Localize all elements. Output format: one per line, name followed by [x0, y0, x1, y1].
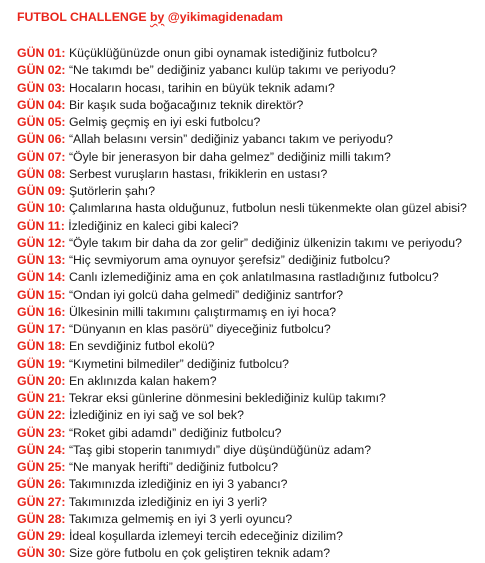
- question-text: Bir kaşık suda boğacağınız teknik direktör?: [68, 97, 304, 112]
- question-text: “Taş gibi stoperin tanımıydı” diye düşündüğünüz adam?: [68, 442, 372, 457]
- question-text: “Kıymetini bilmediler” dediğiniz futbolcu?: [68, 356, 290, 371]
- list-item: [17, 476, 477, 493]
- list-item: [17, 373, 477, 390]
- question-text: “Ondan iyi golcü daha gelmedi” dediğiniz santrfor?: [68, 287, 344, 302]
- question-text: Gelmiş geçmiş en iyi eski futbolcu?: [68, 115, 261, 129]
- list-item: [17, 338, 477, 355]
- day-label: GÜN 13:: [17, 253, 66, 267]
- question-text: “Öyle takım bir daha da zor gelir” dediğiniz ülkenizin takımı ve periyodu?: [68, 235, 462, 250]
- title-by: by: [149, 10, 165, 24]
- day-label: GÜN 29:: [17, 529, 66, 543]
- question-text: Ülkesinin milli takımını çalıştırmamış en iyi hoca?: [68, 304, 337, 319]
- day-label: GÜN 23:: [17, 425, 66, 440]
- day-label: GÜN 15:: [17, 287, 66, 302]
- list-item: [17, 494, 477, 511]
- question-text: İzlediğiniz en kaleci gibi kaleci?: [68, 218, 239, 233]
- list-item: [17, 97, 477, 114]
- list-item: [17, 131, 477, 148]
- list-item: [17, 442, 477, 459]
- list-item: [17, 114, 477, 131]
- list-item: [17, 252, 477, 269]
- list-item: [17, 166, 477, 183]
- question-text: Takımınızda izlediğiniz en iyi 3 yerli?: [68, 494, 267, 509]
- list-item: [17, 407, 477, 424]
- list-item: [17, 425, 477, 442]
- day-label: GÜN 11:: [17, 218, 65, 233]
- list-item: [17, 356, 477, 373]
- list-item: [17, 218, 477, 235]
- day-label: GÜN 24:: [17, 442, 66, 457]
- day-label: GÜN 22:: [17, 408, 66, 423]
- day-label: GÜN 05:: [17, 115, 66, 129]
- question-text: “Ne manyak herifti” dediğiniz futbolcu?: [68, 460, 279, 474]
- list-item: [17, 287, 477, 304]
- day-label: GÜN 12:: [17, 235, 66, 250]
- question-text: Serbest vuruşların hastası, frikiklerin en ustası?: [68, 166, 328, 181]
- list-item: [17, 459, 477, 476]
- title-main: FUTBOL CHALLENGE: [17, 10, 150, 24]
- day-label: GÜN 27:: [17, 494, 66, 509]
- question-text: “Öyle bir jenerasyon bir daha gelmez” dediğiniz milli takım?: [68, 149, 391, 164]
- day-label: GÜN 02:: [17, 63, 66, 78]
- day-label: GÜN 07:: [17, 149, 66, 164]
- list-item: [17, 304, 477, 321]
- title-handle: @yikimagidenadam: [164, 10, 283, 24]
- question-text: Şutörlerin şahı?: [68, 184, 156, 198]
- day-label: GÜN 26:: [17, 477, 66, 492]
- list-item: [17, 149, 477, 166]
- day-label: GÜN 30:: [17, 546, 66, 561]
- day-label: GÜN 28:: [17, 511, 66, 526]
- question-text: Size göre futbolu en çok geliştiren teknik adam?: [68, 546, 331, 561]
- list-item: [17, 545, 477, 562]
- list-item: [17, 200, 477, 217]
- list-item: [17, 528, 477, 545]
- question-text: Takımınızda izlediğiniz en iyi 3 yabancı?: [68, 477, 288, 492]
- list-item: [17, 321, 477, 338]
- day-label: GÜN 04:: [17, 97, 66, 112]
- question-text: “Roket gibi adamdı” dediğiniz futbolcu?: [68, 425, 282, 440]
- question-text: Küçüklüğünüzde onun gibi oynamak istediğiniz futbolcu?: [68, 46, 378, 60]
- list-item: [17, 235, 477, 252]
- day-label: GÜN 10:: [17, 201, 66, 216]
- question-text: “Hiç sevmiyorum ama oynuyor şerefsiz” dediğiniz futbolcu?: [68, 253, 391, 267]
- day-label: GÜN 17:: [17, 322, 66, 336]
- challenge-title: [17, 10, 477, 25]
- list-item: [17, 390, 477, 407]
- day-label: GÜN 14:: [17, 270, 66, 285]
- question-text: “Ne takımdı be” dediğiniz yabancı kulüp takımı ve periyodu?: [68, 63, 396, 78]
- question-text: En sevdiğiniz futbol ekolü?: [68, 339, 215, 354]
- day-label: GÜN 20:: [17, 373, 66, 388]
- day-label: GÜN 03:: [17, 80, 66, 95]
- question-text: Çalımlarına hasta olduğunuz, futbolun nesli tükenmekte olan güzel abisi?: [68, 201, 467, 216]
- list-item: [17, 45, 477, 62]
- question-text: Tekrar eksi günlerine dönmesini beklediğiniz kulüp takımı?: [68, 391, 386, 405]
- day-label: GÜN 21:: [17, 391, 66, 405]
- list-item: [17, 183, 477, 200]
- question-text: En aklınızda kalan hakem?: [68, 373, 217, 388]
- question-list: [17, 45, 477, 563]
- day-label: GÜN 16:: [17, 304, 66, 319]
- question-text: Canlı izlemediğiniz ama en çok anlatılmasına rastladığınız futbolcu?: [68, 270, 439, 285]
- list-item: [17, 269, 477, 286]
- day-label: GÜN 18:: [17, 339, 66, 354]
- day-label: GÜN 25:: [17, 460, 66, 474]
- question-text: İzlediğiniz en iyi sağ ve sol bek?: [68, 408, 244, 423]
- day-label: GÜN 09:: [17, 184, 66, 198]
- question-text: “Dünyanın en klas pasörü” diyeceğiniz futbolcu?: [68, 322, 331, 336]
- question-text: Hocaların hocası, tarihin en büyük teknik adamı?: [68, 80, 335, 95]
- question-text: “Allah belasını versin” dediğiniz yabancı takım ve periyodu?: [68, 132, 393, 147]
- day-label: GÜN 19:: [17, 356, 66, 371]
- day-label: GÜN 01:: [17, 46, 66, 60]
- question-text: Takımıza gelmemiş en iyi 3 yerli oyuncu?: [68, 511, 293, 526]
- question-text: İdeal koşullarda izlemeyi tercih edeceğiniz dizilim?: [68, 529, 344, 543]
- list-item: [17, 80, 477, 97]
- list-item: [17, 62, 477, 79]
- list-item: [17, 511, 477, 528]
- day-label: GÜN 08:: [17, 166, 66, 181]
- day-label: GÜN 06:: [17, 132, 66, 147]
